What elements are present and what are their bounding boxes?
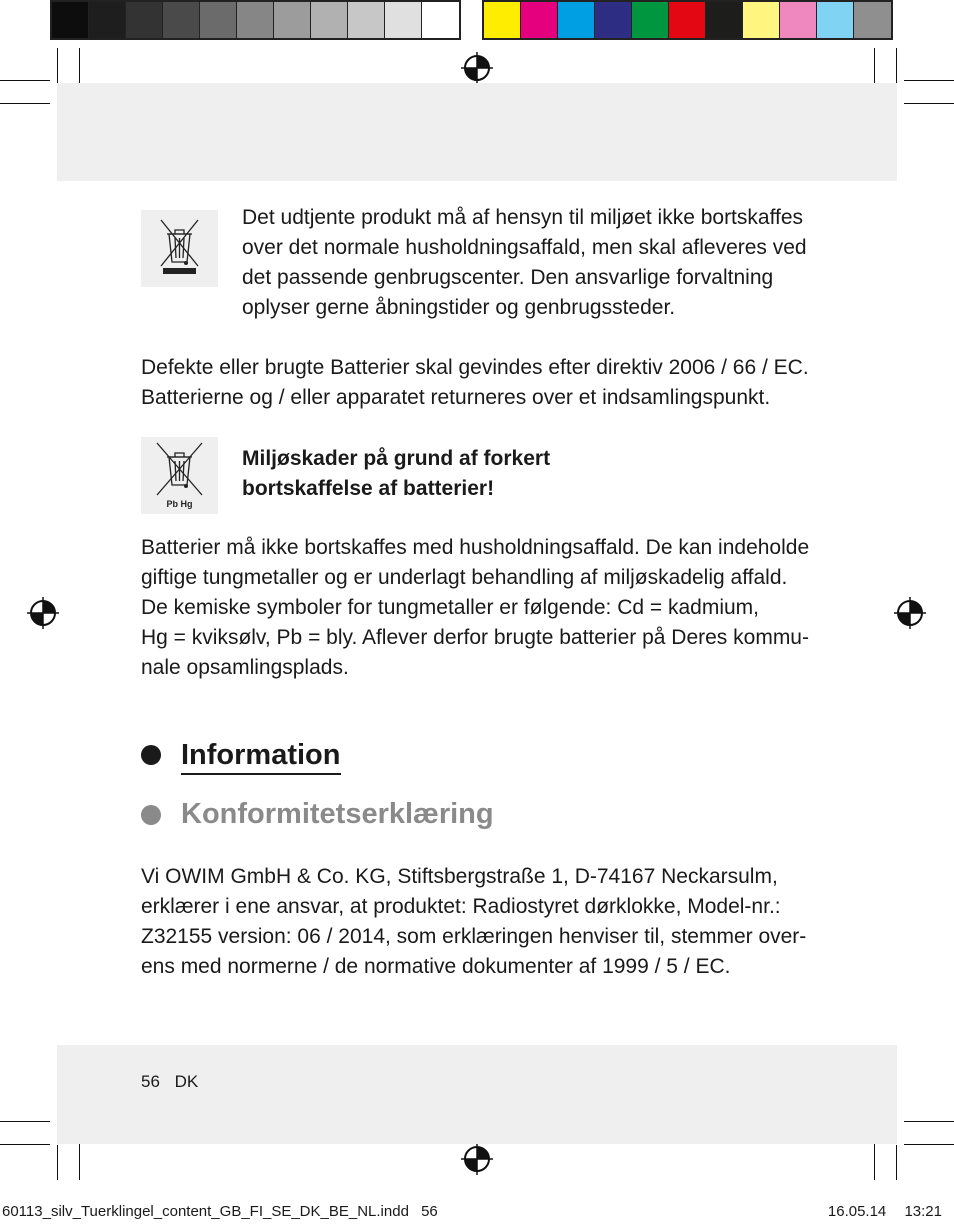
text-line: ens med normerne / de normative dokumenter af 1999 / 5 / EC.	[141, 955, 731, 978]
color-swatch	[89, 2, 126, 38]
crop-mark	[874, 48, 875, 88]
text-line: Miljøskader på grund af forkert	[242, 447, 551, 470]
heading-conformity: Konformitetserklæring	[181, 798, 494, 830]
disposal-text	[242, 203, 807, 323]
registration-mark-icon	[894, 597, 926, 629]
crop-mark	[896, 48, 897, 83]
slug-file	[2, 1203, 438, 1220]
text-line: nale opsamlingsplads.	[141, 656, 349, 679]
color-swatch	[521, 2, 558, 38]
color-swatch	[348, 2, 385, 38]
crop-mark	[57, 48, 58, 83]
page-number: 56	[141, 1072, 160, 1091]
icon-label: Pb Hg	[166, 499, 193, 509]
disposal-icon-box	[141, 210, 218, 287]
conformity-text	[141, 862, 806, 982]
gray-color-bar	[50, 0, 461, 40]
color-swatch	[237, 2, 274, 38]
text-line: Batterierne og / eller apparatet returneres over et indsamlingspunkt.	[141, 386, 771, 409]
color-swatch	[52, 2, 89, 38]
crop-mark	[0, 103, 50, 104]
heading-bullet	[141, 805, 161, 825]
text-line: Z32155 version: 06 / 2014, som erklæringen henviser til, stemmer over-	[141, 925, 807, 948]
color-swatch	[595, 2, 632, 38]
color-swatch	[385, 2, 422, 38]
crossed-bin-battery-icon	[141, 437, 218, 514]
crop-mark	[896, 1145, 897, 1180]
crop-mark	[874, 1140, 875, 1180]
registration-mark-icon	[461, 52, 493, 84]
color-swatch	[743, 2, 780, 38]
crop-mark	[904, 1144, 954, 1145]
text-line: det passende genbrugscenter. Den ansvarlige forvaltning	[242, 266, 774, 289]
crop-mark	[0, 1144, 50, 1145]
color-swatch	[669, 2, 706, 38]
color-swatch	[632, 2, 669, 38]
text-line: Det udtjente produkt må af hensyn til miljøet ikke bortskaffes	[242, 206, 804, 229]
text-line: erklærer i ene ansvar, at produktet: Radiostyret dørklokke, Model-nr.:	[141, 895, 781, 918]
text-line: giftige tungmetaller og er underlagt behandling af miljøskadelig affald.	[141, 566, 788, 589]
color-swatch	[163, 2, 200, 38]
color-swatch	[200, 2, 237, 38]
registration-mark-icon	[27, 597, 59, 629]
crop-mark	[904, 80, 954, 81]
crop-mark	[0, 1121, 50, 1122]
color-swatch	[780, 2, 817, 38]
color-swatch	[817, 2, 854, 38]
crop-mark	[79, 48, 80, 88]
color-swatch	[126, 2, 163, 38]
registration-mark-icon	[461, 1143, 493, 1175]
crossed-bin-icon	[141, 210, 218, 287]
text-line: over det normale husholdningsaffald, men skal afleveres ved	[242, 236, 807, 259]
footer-band	[57, 1045, 897, 1144]
crop-mark	[79, 1140, 80, 1180]
slug-date: 16.05.14	[827, 1203, 887, 1220]
header-band	[57, 83, 897, 181]
slug-page: 56	[421, 1203, 438, 1220]
slug-time: 13:21	[904, 1203, 942, 1220]
color-swatch	[274, 2, 311, 38]
battery-directive-text	[141, 353, 809, 413]
crop-mark	[904, 103, 954, 104]
text-line: Hg = kviksølv, Pb = bly. Aflever derfor brugte batterier på Deres kommu-	[141, 626, 809, 649]
crop-mark	[904, 1121, 954, 1122]
text-line: Batterier må ikke bortskaffes med husholdningsaffald. De kan indeholde	[141, 536, 810, 559]
page-footer	[141, 1072, 198, 1092]
text-line: De kemiske symboler for tungmetaller er følgende: Cd = kadmium,	[141, 596, 759, 619]
battery-text	[141, 533, 809, 683]
color-swatch	[311, 2, 348, 38]
process-color-bar	[482, 0, 893, 40]
text-line: oplyser gerne åbningstider og genbrugssteder.	[242, 296, 676, 319]
color-swatch	[558, 2, 595, 38]
battery-warning-title	[242, 444, 550, 504]
color-swatch	[422, 2, 459, 38]
slug-datetime	[828, 1203, 942, 1220]
crop-mark	[57, 1145, 58, 1180]
battery-icon-box	[141, 437, 218, 514]
crop-mark	[0, 80, 50, 81]
language-code: DK	[174, 1072, 199, 1091]
heading-bullet	[141, 745, 161, 765]
color-swatch	[484, 2, 521, 38]
text-line: Defekte eller brugte Batterier skal gevindes efter direktiv 2006 / 66 / EC.	[141, 356, 809, 379]
slug-filename: 60113_silv_Tuerklingel_content_GB_FI_SE_DK_BE_NL.indd	[2, 1203, 409, 1220]
color-swatch	[854, 2, 891, 38]
text-line: Vi OWIM GmbH & Co. KG, Stiftsbergstraße 1, D-74167 Neckarsulm,	[141, 865, 778, 888]
text-line: bortskaffelse af batterier!	[242, 477, 495, 500]
color-swatch	[706, 2, 743, 38]
heading-information: Information	[181, 737, 341, 775]
